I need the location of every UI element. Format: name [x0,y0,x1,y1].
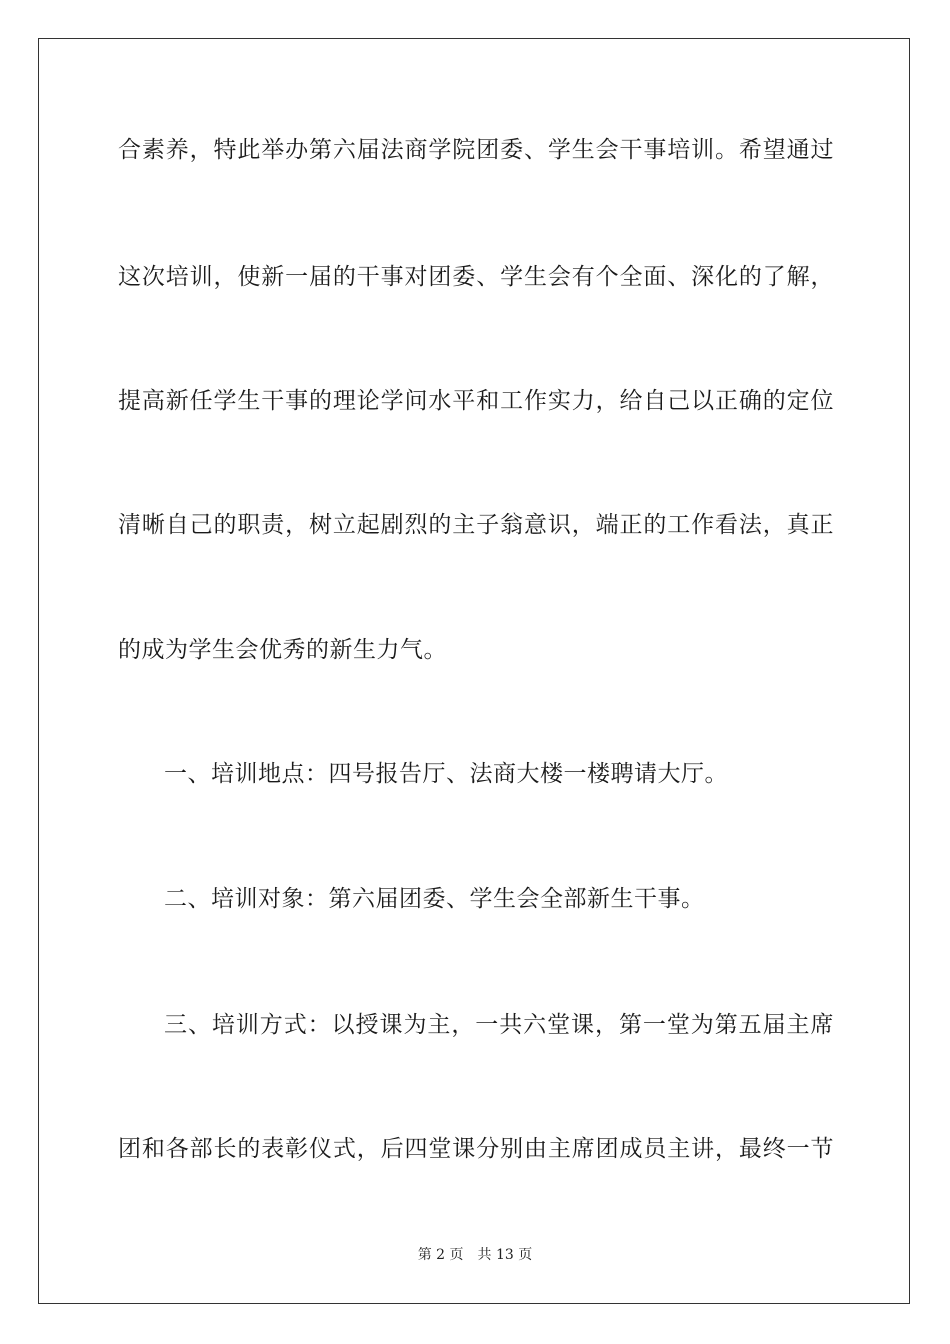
list-item-method: 三、培训方式：以授课为主，一共六堂课，第一堂为第五届主席 [164,1012,834,1038]
list-item-method-continued: 团和各部长的表彰仪式，后四堂课分别由主席团成员主讲，最终一节 [118,1136,834,1162]
paragraph-line-3: 提高新任学生干事的理论学问水平和工作实力，给自己以正确的定位 [118,388,834,414]
paragraph-line-2: 这次培训，使新一届的干事对团委、学生会有个全面、深化的了解， [118,264,834,290]
paragraph-line-5: 的成为学生会优秀的新生力气。 [118,637,447,663]
list-item-location: 一、培训地点：四号报告厅、法商大楼一楼聘请大厅。 [164,761,728,787]
page-border [38,38,910,1304]
paragraph-line-4: 清晰自己的职责，树立起剧烈的主子翁意识，端正的工作看法，真正 [118,512,834,538]
page-number: 第 2 页 共 13 页 [417,1247,533,1263]
paragraph-line-1: 合素养，特此举办第六届法商学院团委、学生会干事培训。希望通过 [118,137,834,163]
list-item-audience: 二、培训对象：第六届团委、学生会全部新生干事。 [164,886,705,912]
